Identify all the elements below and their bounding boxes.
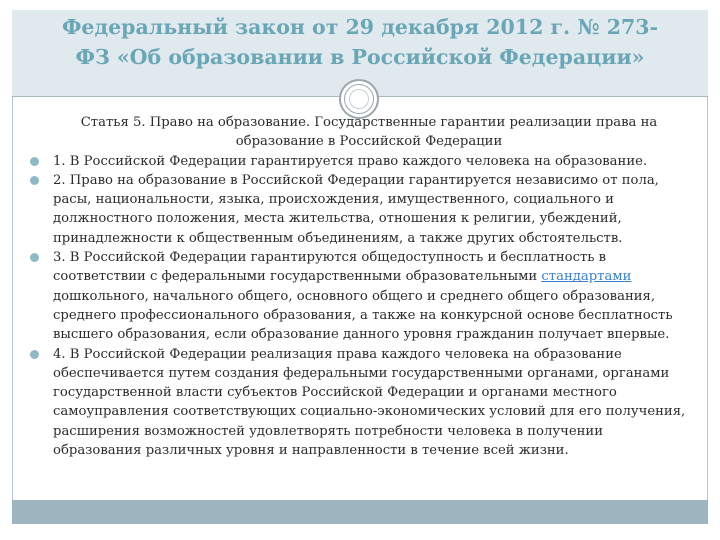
slide-content xyxy=(36,113,692,460)
list-item-text: 1. В Российской Федерации гарантируется право каждого человека на образование. xyxy=(53,153,648,169)
list-item-text: 3. В Российской Федерации гарантируются общедоступность и бесплатность в соответствии с федеральными государственными образовательными xyxy=(53,250,607,285)
bullet-dot-icon xyxy=(30,350,39,359)
standards-link[interactable]: стандартами xyxy=(541,269,632,285)
list-item xyxy=(36,345,692,461)
list-item xyxy=(36,152,692,171)
list-item-text: дошкольного, начального общего, основного общего и среднего общего образования, среднего профессионального образования, а также на конкурсной основе бесплатность высшего образования, если образование данного уровня гражданин получает впервые. xyxy=(53,288,673,343)
list-item xyxy=(36,171,692,248)
article-items xyxy=(36,152,692,461)
list-item-text: 2. Право на образование в Российской Федерации гарантируется независимо от пола, расы, национальности, языка, происхождения, имущественного, социального и должностного положения, места жительства, отношения к религии, убеждений, принадлежности к общественным объединениям, а также других обстоятельств. xyxy=(53,172,659,246)
title-line-1: Федеральный закон от 29 декабря 2012 г. № 273- xyxy=(61,15,659,39)
article-heading: Статья 5. Право на образование. Государственные гарантии реализации права на образование в Российской Федерации xyxy=(80,115,658,150)
bullet-dot-icon xyxy=(30,157,39,166)
footer-band xyxy=(12,500,708,524)
title-line-2: ФЗ «Об образовании в Российской Федерации» xyxy=(75,45,645,69)
bullet-dot-icon xyxy=(30,176,39,185)
bullet-dot-icon xyxy=(30,253,39,262)
slide-title xyxy=(20,12,700,72)
list-item xyxy=(36,248,692,344)
list-item-text: 4. В Российской Федерации реализация права каждого человека на образование обеспечивается путем создания федеральными государственными органами, органами государственной власти субъектов Российской Федерации и органами местного самоуправления соответствующих социально-экономических условий для его получения, расширения возможностей удовлетворять потребности человека в получении образования различных уровня и направленности в течение всей жизни. xyxy=(53,346,686,459)
